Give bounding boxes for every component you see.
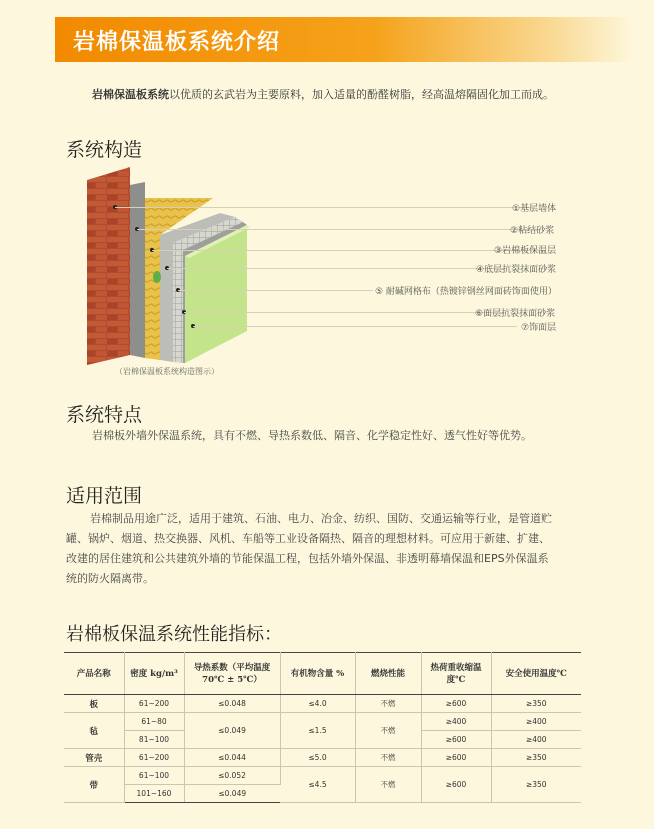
- layer-label: ⑥面层抗裂抹面砂浆: [475, 309, 556, 319]
- structure-title: 系统构造: [66, 139, 143, 161]
- features-text: 岩棉板外墙外保温系统，具有不燃、导热系数低、隔音、化学稳定性好、透气性好等优势。: [92, 429, 532, 442]
- density-cell: 61~80: [124, 713, 184, 731]
- organic-cell: ≤5.0: [280, 749, 355, 767]
- column-header: 燃烧性能: [355, 653, 421, 695]
- safe-temp-cell: ≥400: [491, 731, 581, 749]
- layer-label: ③岩棉板保温层: [494, 246, 557, 256]
- layer-label: ①基层墙体: [512, 204, 557, 214]
- column-header: 密度 kg/m³: [124, 653, 184, 695]
- scope-text: [66, 509, 596, 589]
- shrink-temp-cell: ≥600: [421, 767, 491, 803]
- table-row: [64, 713, 581, 731]
- organic-cell: ≤1.5: [280, 713, 355, 749]
- conductivity-cell: ≤0.048: [184, 695, 280, 713]
- performance-table: [64, 652, 581, 803]
- conductivity-cell: ≤0.049: [184, 785, 280, 803]
- shrink-temp-cell: ≥600: [421, 731, 491, 749]
- structure-diagram: [85, 165, 575, 380]
- scope-line: 岩棉制品用途广泛，适用于建筑、石油、电力、冶金、纺织、国防、交通运输等行业，是管道贮: [90, 512, 552, 525]
- product-name: 管壳: [64, 749, 124, 767]
- table-row: [64, 695, 581, 713]
- conductivity-cell: ≤0.052: [184, 767, 280, 785]
- combustion-cell: 不燃: [355, 767, 421, 803]
- column-header: 有机物含量 %: [280, 653, 355, 695]
- scope-line: 统的防火隔离带。: [66, 572, 154, 585]
- leader-line: [167, 268, 505, 269]
- shrink-temp-cell: ≥600: [421, 749, 491, 767]
- combustion-cell: 不燃: [355, 713, 421, 749]
- performance-title: 岩棉板保温系统性能指标：: [66, 624, 282, 645]
- density-cell: 101~160: [124, 785, 184, 803]
- layer-label: ②粘结砂浆: [510, 226, 555, 236]
- product-name: 带: [64, 767, 124, 803]
- table-row: [64, 767, 581, 785]
- scope-title: 适用范围: [66, 485, 143, 507]
- leader-line: [152, 250, 545, 251]
- safe-temp-cell: ≥350: [491, 749, 581, 767]
- leader-line: [193, 326, 517, 327]
- combustion-cell: 不燃: [355, 749, 421, 767]
- density-cell: 61~200: [124, 695, 184, 713]
- leader-line: [137, 229, 537, 230]
- organic-cell: ≤4.5: [280, 767, 355, 803]
- density-cell: 61~200: [124, 749, 184, 767]
- safe-temp-cell: ≥350: [491, 695, 581, 713]
- organic-cell: ≤4.0: [280, 695, 355, 713]
- conductivity-cell: ≤0.049: [184, 713, 280, 749]
- intro-paragraph: [92, 86, 554, 102]
- scope-line: 罐、锅炉、烟道、热交换器、风机、车船等工业设备隔热、隔音的理想材料。可应用于新建、扩建、: [66, 532, 550, 545]
- product-name: 毡: [64, 713, 124, 749]
- conductivity-cell: ≤0.044: [184, 749, 280, 767]
- density-cell: 81~100: [124, 731, 184, 749]
- column-header: 导热系数（平均温度 70℃ ± 5℃）: [184, 653, 280, 695]
- density-cell: 61~100: [124, 767, 184, 785]
- intro-text: 以优质的玄武岩为主要原料，加入适量的酚醛树脂，经高温熔隔固化加工而成。: [169, 88, 554, 101]
- safe-temp-cell: ≥350: [491, 767, 581, 803]
- page-title: 岩棉保温板系统介绍: [73, 30, 281, 55]
- column-header: 安全使用温度℃: [491, 653, 581, 695]
- shrink-temp-cell: ≥600: [421, 695, 491, 713]
- shrink-temp-cell: ≥400: [421, 713, 491, 731]
- title-banner: [55, 17, 635, 62]
- column-header: 热荷重收缩温度℃: [421, 653, 491, 695]
- leader-line: [178, 290, 373, 291]
- combustion-cell: 不燃: [355, 695, 421, 713]
- intro-lead: 岩棉保温板系统: [92, 88, 169, 101]
- layer-label: ⑤ 耐碱网格布（热镀锌钢丝网面砖饰面使用）: [375, 287, 557, 297]
- layer-label: ④底层抗裂抹面砂浆: [476, 265, 557, 275]
- safe-temp-cell: ≥400: [491, 713, 581, 731]
- table-row: [64, 749, 581, 767]
- layer-label: ⑦饰面层: [521, 323, 557, 333]
- features-title: 系统特点: [66, 404, 143, 426]
- table-header-row: [64, 653, 581, 695]
- column-header: 产品名称: [64, 653, 124, 695]
- leader-line: [115, 207, 535, 208]
- diagram-caption: （岩棉保温板系统构造图示）: [115, 367, 219, 376]
- scope-line: 改建的居住建筑和公共建筑外墙的节能保温工程，包括外墙外保温、非透明幕墙保温和EPS外保温系: [66, 552, 549, 565]
- product-name: 板: [64, 695, 124, 713]
- leader-line: [184, 312, 504, 313]
